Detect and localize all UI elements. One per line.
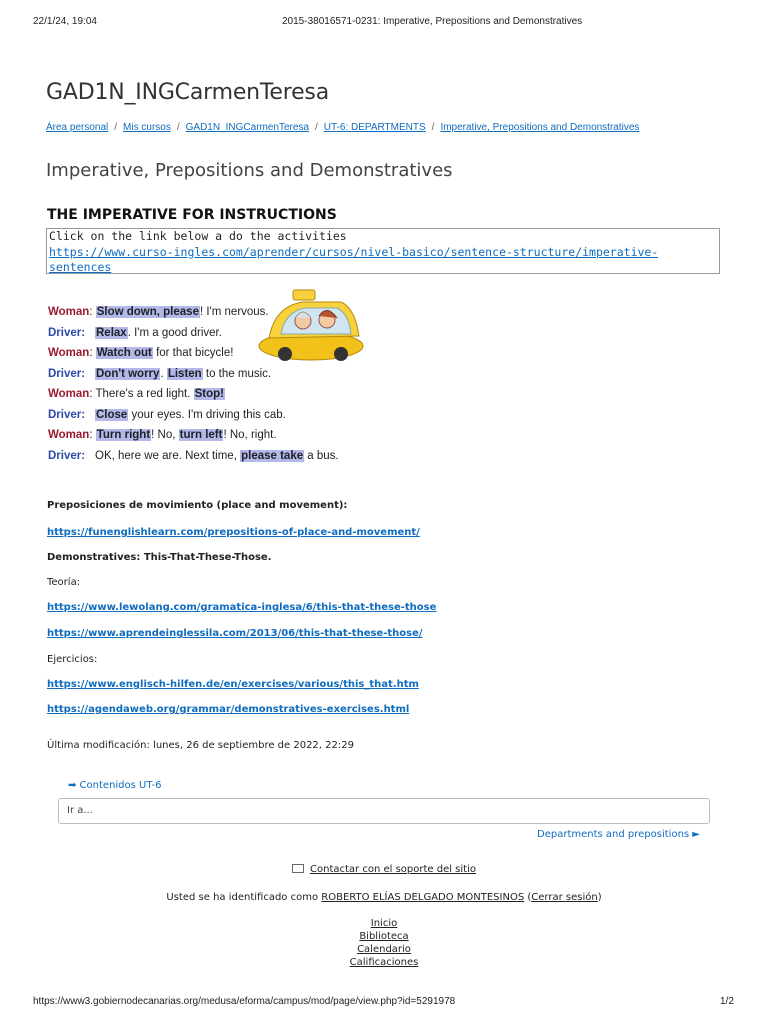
site-title[interactable]: GAD1N_INGCarmenTeresa [46, 80, 329, 105]
dialog-speaker: Woman [48, 347, 90, 359]
breadcrumb-separator: / [114, 122, 118, 133]
dialog-text: for that bicycle! [152, 347, 234, 359]
user-profile-link[interactable]: ROBERTO ELÍAS DELGADO MONTESINOS [321, 892, 525, 903]
taxi-illustration [255, 288, 367, 364]
dialog-text: : [89, 429, 96, 441]
footer-link-biblioteca[interactable]: Biblioteca [359, 931, 409, 942]
logged-in-info [0, 892, 768, 903]
breadcrumb-separator: / [176, 122, 180, 133]
support-row [0, 864, 768, 875]
print-page-number: 1/2 [720, 996, 734, 1007]
dialog-imperative-highlight: Turn right [96, 429, 151, 441]
instruction-text: Click on the link below a do the activities [49, 229, 347, 243]
logged-in-prefix: Usted se ha identificado como [166, 892, 322, 903]
dialog-text: . [160, 367, 167, 380]
jump-to-select[interactable]: Ir a... [58, 798, 710, 824]
imperative-link-line2[interactable]: sentences [49, 260, 112, 274]
breadcrumb-item-mis-cursos[interactable]: Mis cursos [123, 122, 171, 133]
dialog-imperative-highlight: Don't worry [96, 367, 160, 380]
dialog-text: to the music. [202, 367, 272, 380]
dialog-speaker: Driver: [48, 367, 86, 380]
breadcrumb-separator: / [315, 122, 318, 133]
ejercicios-label: Ejercicios: [47, 654, 98, 665]
breadcrumb-item-course[interactable]: GAD1N_INGCarmenTeresa [185, 122, 309, 133]
dialog-text: . I'm a good driver. [127, 326, 222, 339]
dialog-text: ! I'm nervous. [199, 306, 269, 318]
dialog-speaker: Woman [48, 429, 90, 441]
teoria-link[interactable]: https://www.aprendeinglessila.com/2013/06/this-that-these-those/ [47, 628, 423, 639]
dialog-line [48, 368, 271, 380]
dialog-imperative-highlight: Relax [96, 326, 127, 339]
print-datetime: 22/1/24, 19:04 [33, 16, 97, 27]
imperative-link[interactable] [49, 245, 658, 275]
breadcrumb-item-area-personal[interactable]: Área personal [46, 122, 109, 133]
dialog-line [48, 347, 233, 359]
footer-link-inicio[interactable]: Inicio [370, 918, 398, 929]
breadcrumb-item-current-page[interactable]: Imperative, Prepositions and Demonstratives [440, 122, 640, 133]
dialog-imperative-highlight: Listen [167, 367, 202, 380]
dialog-line [48, 327, 222, 339]
logout-link[interactable]: Cerrar sesión [531, 892, 598, 903]
breadcrumb [46, 122, 639, 133]
support-link[interactable]: Contactar con el soporte del sitio [310, 864, 476, 875]
dialog-speaker: Driver: [48, 449, 86, 462]
dialog-speaker: Driver: [48, 408, 86, 421]
prepositions-heading: Preposiciones de movimiento (place and movement): [47, 500, 348, 511]
next-activity-link[interactable]: Departments and prepositions ► [537, 829, 700, 840]
dialog-imperative-highlight: Watch out [96, 347, 152, 359]
page-title: Imperative, Prepositions and Demonstratives [46, 160, 453, 181]
logout-paren-close: ) [597, 892, 602, 903]
print-url: https://www3.gobiernodecanarias.org/medusa/eforma/campus/mod/page/view.php?id=5291978 [33, 996, 456, 1007]
ejercicios-link[interactable]: https://agendaweb.org/grammar/demonstratives-exercises.html [47, 704, 410, 715]
dialog-text: OK, here we are. Next time, [95, 449, 241, 462]
dialog-line [48, 409, 286, 421]
instruction-box [46, 228, 720, 274]
footer-link-calificaciones[interactable]: Calificaciones [349, 957, 419, 968]
dialog-text: ! No, right. [223, 429, 277, 441]
dialog-imperative-highlight: turn left [179, 429, 223, 441]
dialog-line [48, 450, 339, 462]
dialog-text: : There's a red light. [89, 388, 194, 400]
envelope-icon [292, 864, 304, 873]
dialog-line [48, 388, 225, 400]
footer-nav [0, 918, 768, 968]
imperative-link-line1[interactable]: https://www.curso-ingles.com/aprender/cursos/nivel-basico/sentence-structure/imperative- [49, 244, 659, 259]
last-modified: Última modificación: lunes, 26 de septiembre de 2022, 22:29 [47, 740, 354, 751]
dialog-text: : [89, 306, 96, 318]
demonstratives-heading: Demonstratives: This-That-These-Those. [47, 552, 272, 563]
dialog-text: ! No, [151, 429, 179, 441]
dialog-imperative-highlight: please take [241, 449, 304, 462]
section-heading: THE IMPERATIVE FOR INSTRUCTIONS [47, 207, 337, 223]
footer-link-calendario[interactable]: Calendario [357, 944, 411, 955]
teoria-link[interactable]: https://www.lewolang.com/gramatica-inglesa/6/this-that-these-those [47, 602, 437, 613]
breadcrumb-item-unit[interactable]: UT-6: DEPARTMENTS [323, 122, 426, 133]
print-doc-title: 2015-38016571-0231: Imperative, Prepositions and Demonstratives [282, 16, 583, 27]
teoria-label: Teoría: [47, 577, 81, 588]
dialog-line [48, 429, 277, 441]
dialog-text: : [89, 347, 96, 359]
dialog-text: your eyes. I'm driving this cab. [128, 408, 286, 421]
ejercicios-link[interactable]: https://www.englisch-hilfen.de/en/exercises/various/this_that.htm [47, 679, 419, 690]
dialog-text: a bus. [304, 449, 339, 462]
dialog-speaker: Woman [48, 306, 90, 318]
prepositions-link[interactable]: https://funenglishlearn.com/prepositions-of-place-and-movement/ [47, 527, 420, 538]
dialog-imperative-highlight: Close [96, 408, 128, 421]
dialog-speaker: Driver: [48, 326, 86, 339]
breadcrumb-separator: / [431, 122, 435, 133]
dialog-line [48, 306, 269, 318]
dialog-imperative-highlight: Stop! [194, 388, 224, 400]
dialog-speaker: Woman [48, 388, 90, 400]
dialog-imperative-highlight: Slow down, please [96, 306, 199, 318]
previous-activity-link[interactable]: ➡ Contenidos UT-6 [68, 780, 162, 791]
logout-paren-open: ( [524, 892, 532, 903]
